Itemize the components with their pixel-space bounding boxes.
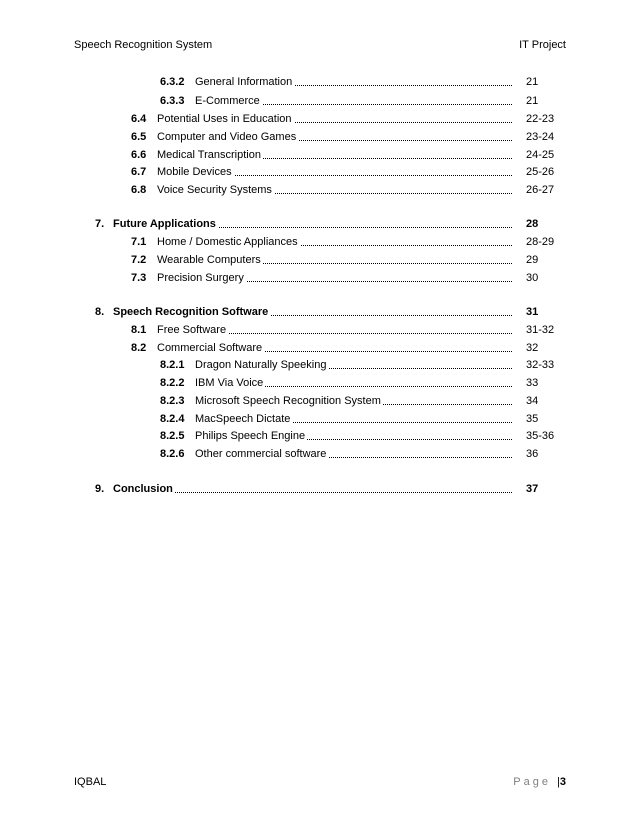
toc-entry-number: 6.7 bbox=[131, 166, 147, 178]
toc-entry-title: Computer and Video Games bbox=[157, 131, 297, 143]
toc-entry-title: Microsoft Speech Recognition System bbox=[195, 395, 381, 407]
toc-entry-page: 32-33 bbox=[526, 359, 555, 371]
toc-entry-number: 6.5 bbox=[131, 131, 147, 143]
toc-entry[interactable] bbox=[0, 182, 638, 198]
toc-entry[interactable] bbox=[0, 111, 638, 127]
toc-entry-page: 37 bbox=[526, 483, 539, 495]
toc-entry[interactable] bbox=[0, 164, 638, 180]
toc-entry-page: 21 bbox=[526, 95, 539, 107]
toc-entry-number: 8.2 bbox=[131, 342, 147, 354]
toc-entry-page: 24-25 bbox=[526, 149, 555, 161]
toc-entry-page: 23-24 bbox=[526, 131, 555, 143]
toc-entry-title: Other commercial software bbox=[195, 448, 327, 460]
toc-entry-title: IBM Via Voice bbox=[195, 377, 264, 389]
toc-entry-title: Mobile Devices bbox=[157, 166, 232, 178]
toc-entry[interactable] bbox=[0, 357, 638, 373]
toc-entry-page: 35-36 bbox=[526, 430, 555, 442]
toc-entry-page: 25-26 bbox=[526, 166, 555, 178]
footer-page-indicator bbox=[513, 774, 566, 790]
toc-entry-number: 7.2 bbox=[131, 254, 147, 266]
toc-entry-number: 8.2.5 bbox=[160, 430, 185, 442]
toc-entry-number: 8.1 bbox=[131, 324, 147, 336]
toc-entry-number: 7. bbox=[95, 218, 105, 230]
toc-entry[interactable] bbox=[0, 446, 638, 462]
toc-entry[interactable] bbox=[0, 129, 638, 145]
toc-entry-title: Dragon Naturally Speeking bbox=[195, 359, 327, 371]
toc-entry[interactable] bbox=[0, 270, 638, 286]
toc-entry[interactable] bbox=[0, 428, 638, 444]
toc-entry-page: 30 bbox=[526, 272, 539, 284]
toc-entry-page: 34 bbox=[526, 395, 539, 407]
toc-entry[interactable] bbox=[0, 93, 638, 109]
footer-author: IQBAL bbox=[74, 776, 107, 788]
toc-entry[interactable] bbox=[0, 340, 638, 356]
toc-entry[interactable] bbox=[0, 304, 638, 320]
toc-entry-title: Wearable Computers bbox=[157, 254, 261, 266]
toc-entry-number: 8.2.2 bbox=[160, 377, 185, 389]
toc-entry-page: 29 bbox=[526, 254, 539, 266]
toc-entry-title: Commercial Software bbox=[157, 342, 263, 354]
toc-entry-title: Free Software bbox=[157, 324, 227, 336]
toc-entry-page: 21 bbox=[526, 76, 539, 88]
toc-entry[interactable] bbox=[0, 322, 638, 338]
toc-entry[interactable] bbox=[0, 252, 638, 268]
toc-entry-page: 31-32 bbox=[526, 324, 555, 336]
toc-entry-number: 6.3.3 bbox=[160, 95, 185, 107]
toc-entry[interactable] bbox=[0, 393, 638, 409]
page-footer bbox=[74, 774, 566, 790]
toc-entry-title: General Information bbox=[195, 76, 293, 88]
toc-entry-number: 6.8 bbox=[131, 184, 147, 196]
toc-entry-number: 7.1 bbox=[131, 236, 147, 248]
toc-entry-page: 26-27 bbox=[526, 184, 555, 196]
header-document-title: Speech Recognition System bbox=[74, 39, 213, 51]
toc-entry-title: Future Applications bbox=[113, 218, 216, 230]
toc-entry-title: Home / Domestic Appliances bbox=[157, 236, 298, 248]
toc-entry-title: Conclusion bbox=[113, 483, 173, 495]
toc-entry-number: 6.4 bbox=[131, 113, 147, 125]
toc-entry-page: 32 bbox=[526, 342, 539, 354]
toc-entry-title: E-Commerce bbox=[195, 95, 260, 107]
toc-entry-number: 8.2.1 bbox=[160, 359, 185, 371]
toc-entry-page: 22-23 bbox=[526, 113, 555, 125]
toc-entry[interactable] bbox=[0, 216, 638, 232]
toc-entry-page: 28 bbox=[526, 218, 539, 230]
toc-entry-number: 8.2.6 bbox=[160, 448, 185, 460]
toc-entry-page: 33 bbox=[526, 377, 539, 389]
toc-entry[interactable] bbox=[0, 481, 638, 497]
toc-entry[interactable] bbox=[0, 411, 638, 427]
toc-entry-page: 31 bbox=[526, 306, 539, 318]
toc-entry-page: 35 bbox=[526, 413, 539, 425]
toc-entry-title: Voice Security Systems bbox=[157, 184, 272, 196]
toc-entry-number: 6.3.2 bbox=[160, 76, 185, 88]
toc-entry-number: 6.6 bbox=[131, 149, 147, 161]
toc-entry-page: 28-29 bbox=[526, 236, 555, 248]
toc-entry-number: 8.2.3 bbox=[160, 395, 185, 407]
toc-entry-title: Philips Speech Engine bbox=[195, 430, 306, 442]
toc-entry-title: MacSpeech Dictate bbox=[195, 413, 291, 425]
toc-entry[interactable] bbox=[0, 234, 638, 250]
toc-entry-number: 7.3 bbox=[131, 272, 147, 284]
toc-entry[interactable] bbox=[0, 74, 638, 90]
toc-entry-page: 36 bbox=[526, 448, 539, 460]
toc-entry-title: Potential Uses in Education bbox=[157, 113, 292, 125]
toc-entry[interactable] bbox=[0, 147, 638, 163]
toc-entry[interactable] bbox=[0, 375, 638, 391]
toc-entry-number: 9. bbox=[95, 483, 105, 495]
footer-separator: | bbox=[557, 776, 560, 788]
footer-page-number: 3 bbox=[559, 776, 566, 788]
toc-entry-number: 8.2.4 bbox=[160, 413, 185, 425]
header-project-label: IT Project bbox=[519, 39, 566, 51]
footer-page-label: Page bbox=[513, 776, 551, 788]
toc-entry-title: Speech Recognition Software bbox=[113, 306, 269, 318]
toc-entry-title: Precision Surgery bbox=[157, 272, 244, 284]
toc-entry-number: 8. bbox=[95, 306, 105, 318]
toc-entry-title: Medical Transcription bbox=[157, 149, 261, 161]
